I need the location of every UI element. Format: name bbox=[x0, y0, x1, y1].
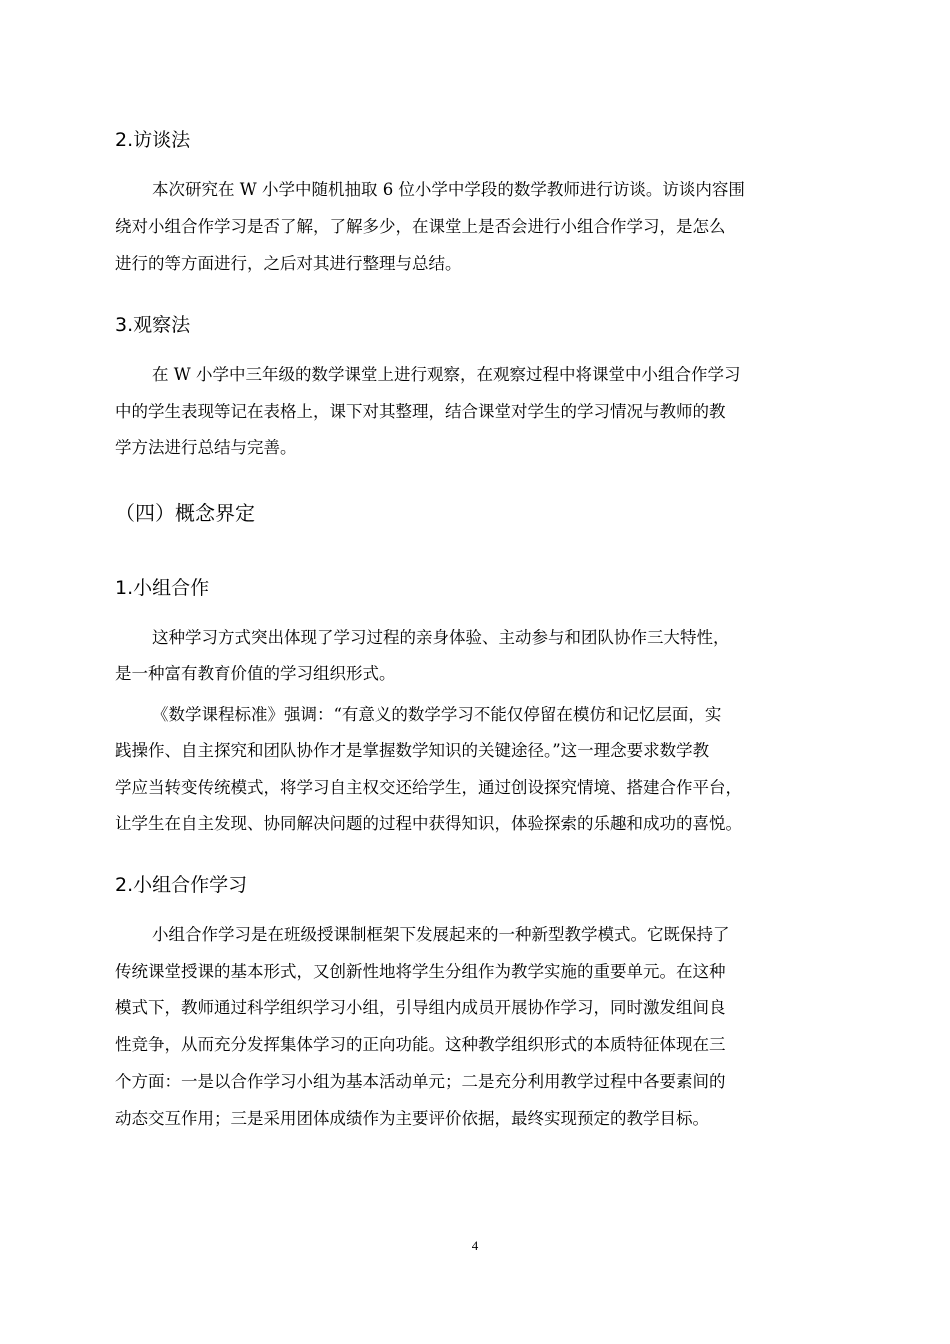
paragraph-line: 动态交互作用；三是采用团体成绩作为主要评价依据，最终实现预定的教学目标。 bbox=[115, 1109, 709, 1128]
paragraph-line: 小组合作学习是在班级授课制框架下发展起来的一种新型教学模式。它既保持了 bbox=[152, 925, 730, 944]
paragraph-line: 性竞争，从而充分发挥集体学习的正向功能。这种教学组织形式的本质特征体现在三 bbox=[115, 1035, 726, 1054]
heading-interview-method: 2.访谈法 bbox=[115, 129, 191, 151]
page-number: 4 bbox=[471, 1238, 479, 1253]
heading-observation-method: 3.观察法 bbox=[115, 314, 191, 336]
paragraph-line: 是一种富有教育价值的学习组织形式。 bbox=[115, 664, 396, 683]
paragraph-line: 中的学生表现等记在表格上，课下对其整理，结合课堂对学生的学习情况与教师的教 bbox=[115, 402, 726, 421]
paragraph-line: 在 W 小学中三年级的数学课堂上进行观察，在观察过程中将课堂中小组合作学习 bbox=[152, 365, 741, 384]
heading-group-cooperative-learning: 2.小组合作学习 bbox=[115, 874, 248, 896]
paragraph-line: 进行的等方面进行，之后对其进行整理与总结。 bbox=[115, 254, 462, 273]
paragraph-line: 模式下，教师通过科学组织学习小组，引导组内成员开展协作学习，同时激发组间良 bbox=[115, 998, 726, 1017]
paragraph-line: 学应当转变传统模式，将学习自主权交还给学生，通过创设探究情境、搭建合作平台， bbox=[115, 778, 742, 797]
paragraph-line: 学方法进行总结与完善。 bbox=[115, 438, 297, 457]
section-heading-concept-definition: （四）概念界定 bbox=[115, 501, 255, 525]
paragraph-line: 本次研究在 W 小学中随机抽取 6 位小学中学段的数学教师进行访谈。访谈内容围 bbox=[152, 180, 745, 199]
paragraph-line: 《数学课程标准》强调：“有意义的数学学习不能仅停留在模仿和记忆层面，实 bbox=[152, 705, 722, 724]
paragraph-line: 个方面：一是以合作学习小组为基本活动单元；二是充分利用教学过程中各要素间的 bbox=[115, 1072, 726, 1091]
heading-group-cooperation: 1.小组合作 bbox=[115, 577, 210, 599]
paragraph-line: 传统课堂授课的基本形式，又创新性地将学生分组作为教学实施的重要单元。在这种 bbox=[115, 962, 726, 981]
paragraph-line: 这种学习方式突出体现了学习过程的亲身体验、主动参与和团队协作三大特性， bbox=[152, 628, 730, 647]
paragraph-line: 绕对小组合作学习是否了解，了解多少，在课堂上是否会进行小组合作学习，是怎么 bbox=[115, 217, 726, 236]
paragraph-line: 践操作、自主探究和团队协作才是掌握数学知识的关键途径。”这一理念要求数学教 bbox=[115, 741, 710, 760]
paragraph-line: 让学生在自主发现、协同解决问题的过程中获得知识，体验探索的乐趣和成功的喜悦。 bbox=[115, 814, 742, 833]
